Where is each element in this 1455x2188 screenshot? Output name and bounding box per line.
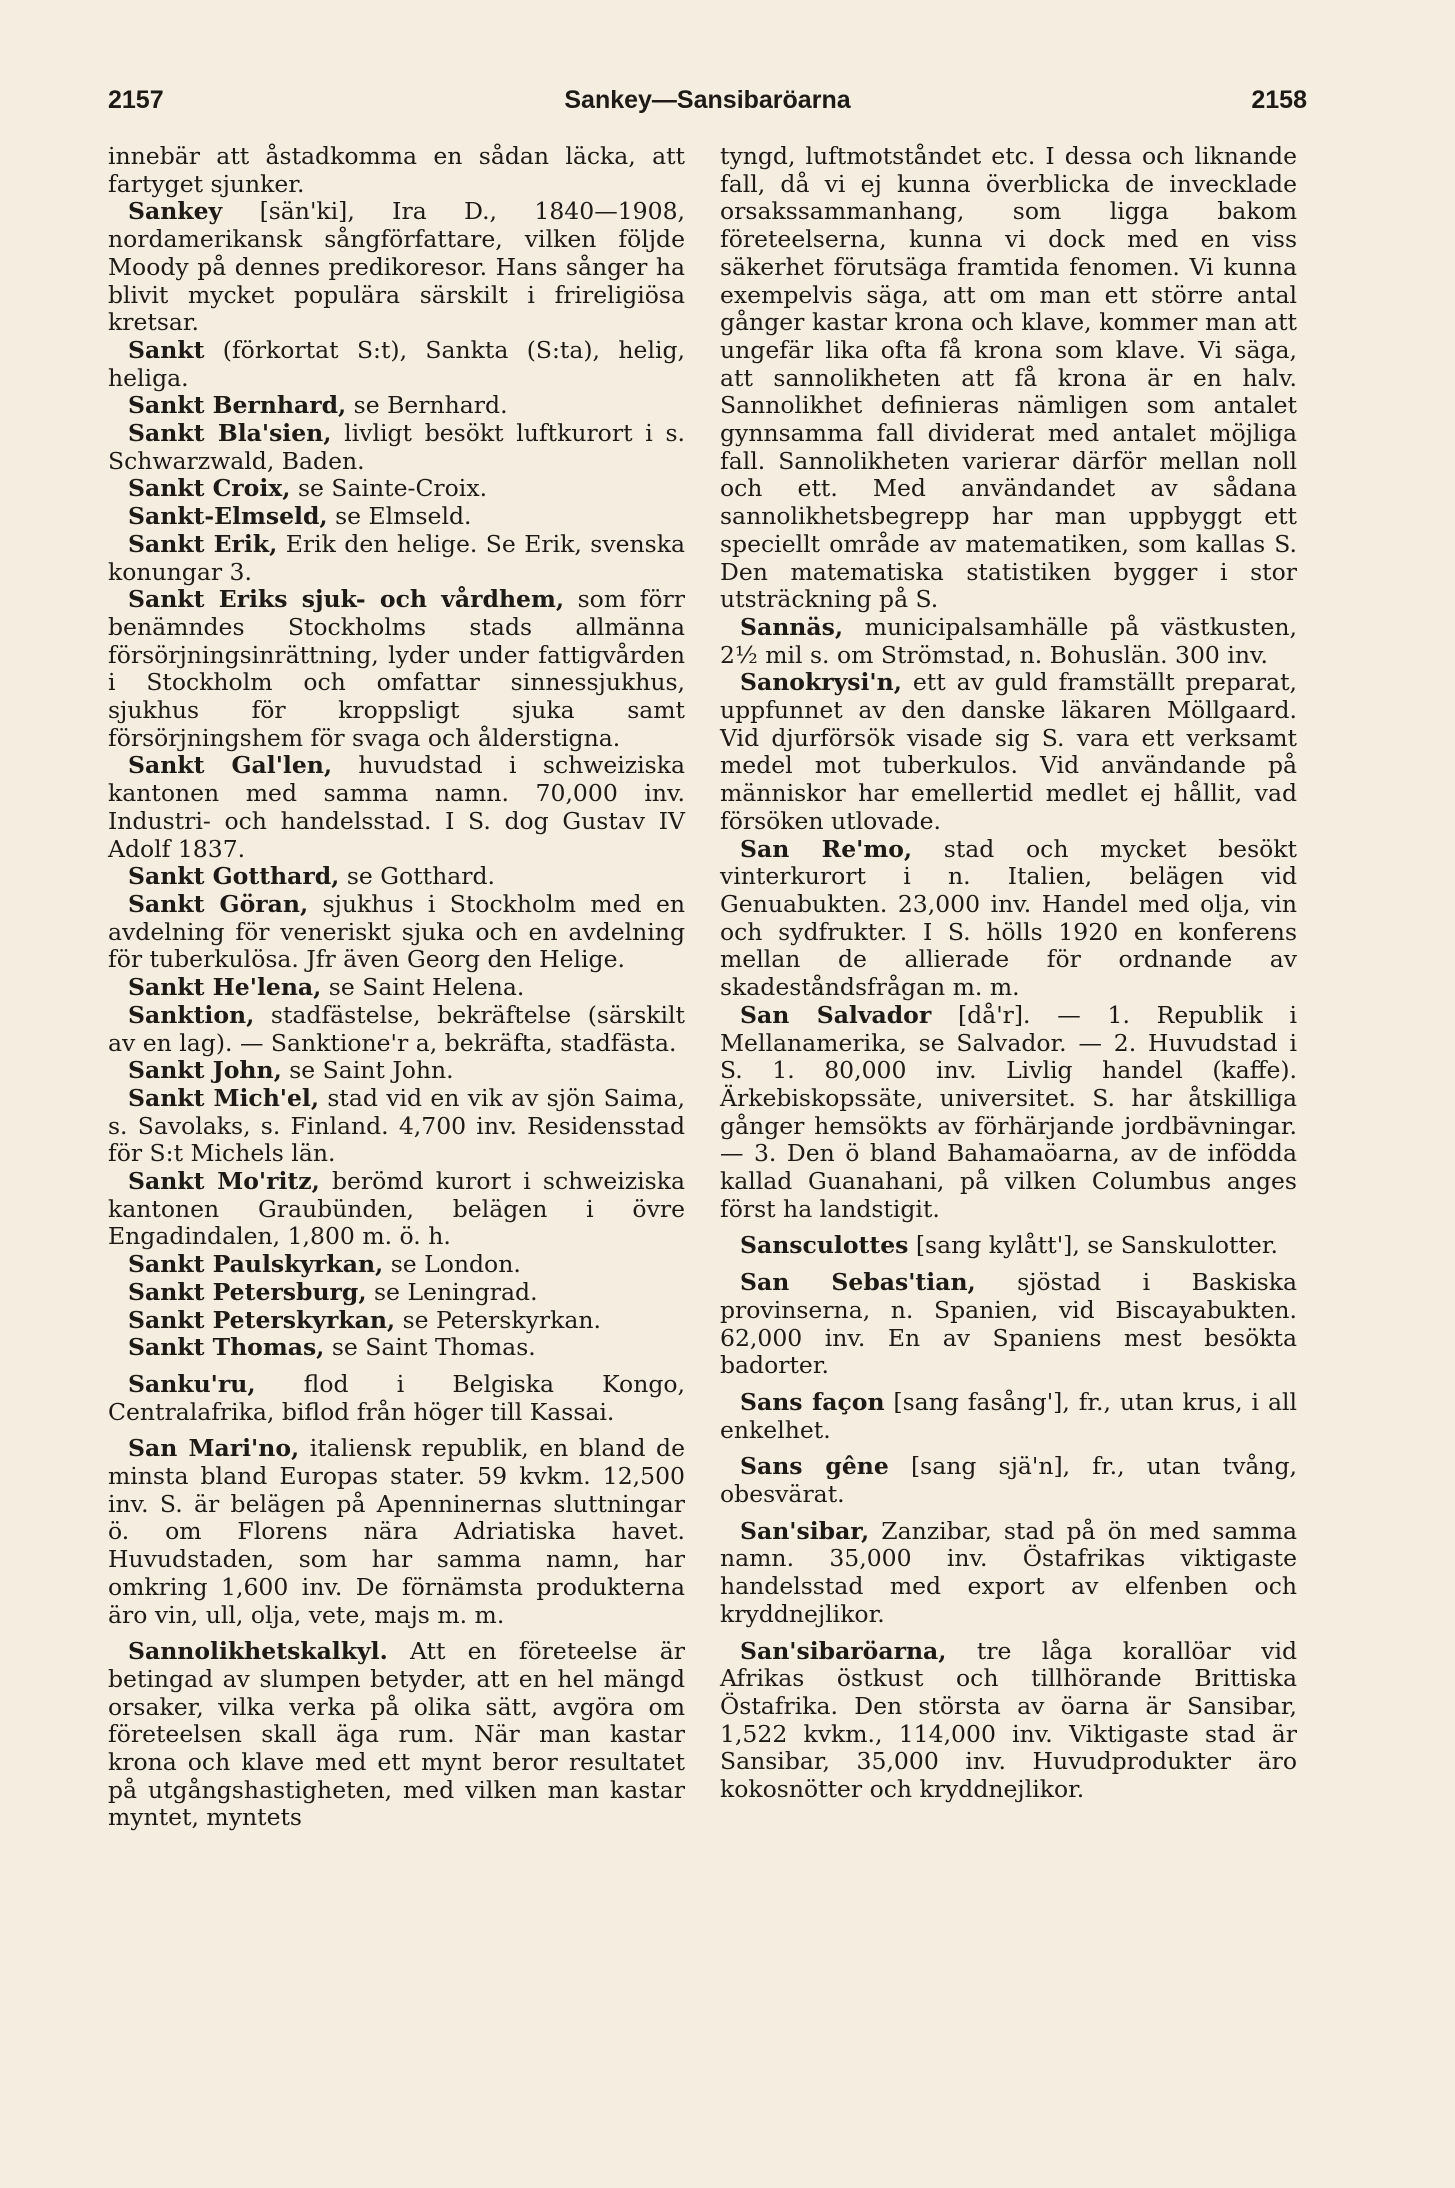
entry-headword: Sankt Gal'len, (128, 751, 333, 780)
entry-headword: Sannolikhetskalkyl. (128, 1637, 388, 1666)
page-number-left: 2157 (108, 86, 164, 114)
dictionary-entry (720, 1389, 1297, 1444)
dictionary-entry (108, 198, 685, 337)
dictionary-entry (108, 1251, 685, 1279)
page-header (108, 86, 1307, 126)
entry-headword: Sankt Göran, (128, 889, 309, 918)
dictionary-entry (108, 1002, 685, 1057)
dictionary-entry (108, 1085, 685, 1168)
entry-headword: Sanokrysi'n, (740, 668, 902, 697)
dictionary-entry (108, 586, 685, 752)
entry-text: se Peterskyrkan. (395, 1305, 601, 1334)
dictionary-entry (720, 614, 1297, 669)
entry-text: se Saint Thomas. (324, 1333, 536, 1362)
dictionary-entry (720, 669, 1297, 835)
entry-text: tre låga korallöar vid Afrikas östkust och tillhörande Brittiska Östafrika. Den största av öarna är Sansibar, 1,522 kvkm., 114,000 inv. Viktigaste stad är Sansibar, 35,000 inv. Huvudprodukter äro kokosnötter och kryddnejlikor. (720, 1636, 1297, 1804)
dictionary-entry (108, 1638, 685, 1832)
entry-text: stadfästelse, bekräftelse (särskilt av en lag). — Sanktione'r a, bekräfta, stadfästa. (108, 1000, 685, 1057)
dictionary-entry (720, 1638, 1297, 1804)
entry-headword: Sankt Paulskyrkan, (128, 1250, 384, 1279)
dictionary-entry (108, 475, 685, 503)
dictionary-entry (108, 392, 685, 420)
dictionary-entry (108, 420, 685, 475)
left-column (108, 143, 685, 1832)
dictionary-entry (720, 1269, 1297, 1380)
entry-text: livligt besökt luftkurort i s. Schwarzwald, Baden. (108, 419, 685, 475)
entry-text: se Gotthard. (339, 862, 495, 891)
entry-text: Att en företeelse är betingad av slumpen betyder, att en hel mängd orsaker, vilka verka på olika sätt, avgöra om företeelsen skall äga rum. När man kastar krona och klave med ett mynt beror resultatet på utgångshastigheten, med vilken man kastar myntet, myntets (108, 1637, 685, 1832)
entry-text: flod i Belgiska Kongo, Centralafrika, biflod från höger till Kassai. (108, 1369, 685, 1426)
entry-headword: Sankt Erik, (128, 529, 278, 558)
entry-text: [sang kylått'], se Sanskulotter. (908, 1231, 1278, 1260)
entry-text: berömd kurort i schweiziska kantonen Graubünden, belägen i övre Engadindalen, 1,800 m. ö. h. (108, 1167, 685, 1251)
entry-headword: Sans façon (740, 1387, 885, 1416)
entry-headword: Sankt Croix, (128, 474, 291, 503)
entry-text: [då'r]. — 1. Republik i Mellanamerika, se Salvador. — 2. Huvudstad i S. 1. 80,000 inv. Livlig handel (kaffe). Ärkebiskopssäte, universitet. S. har åtskilliga gånger hemsökts av förhärjande jordbävningar. — 3. Den ö bland Bahamaöarna, av de infödda kallad Guanahani, på vilken Columbus anges först ha landstigit. (720, 1000, 1297, 1223)
entry-headword: Sankt Thomas, (128, 1333, 325, 1362)
entry-text: stad vid en vik av sjön Saima, s. Savolaks, s. Finland. 4,700 inv. Residensstad för S:t Michels län. (108, 1083, 686, 1168)
dictionary-entry (108, 143, 685, 198)
right-column (720, 143, 1297, 1804)
dictionary-entry (108, 974, 685, 1002)
dictionary-entry (108, 337, 685, 392)
dictionary-entry (108, 752, 685, 863)
entry-headword: Sansculottes (740, 1231, 909, 1260)
dictionary-entry (108, 1435, 685, 1629)
entry-headword: Sankt He'lena, (128, 973, 322, 1002)
dictionary-entry (108, 503, 685, 531)
entry-headword: Sankt John, (128, 1056, 282, 1085)
dictionary-entry (720, 1518, 1297, 1629)
entry-headword: Sankt Gotthard, (128, 862, 340, 891)
entry-text: huvudstad i schweiziska kantonen med samma namn. 70,000 inv. Industri- och handelsstad. I S. dog Gustav IV Adolf 1837. (108, 751, 685, 863)
page-number-right: 2158 (1251, 86, 1307, 114)
entry-text: Erik den helige. Se Erik, svenska konungar 3. (108, 529, 685, 586)
entry-text: se Elmseld. (327, 502, 472, 531)
entry-text: sjukhus i Stockholm med en avdelning för veneriskt sjuka och en avdelning för tuberkulösa. Jfr även Georg den Helige. (108, 889, 685, 974)
entry-text: se Leningrad. (366, 1277, 538, 1306)
dictionary-entry (720, 1232, 1297, 1260)
entry-text: se Saint Helena. (321, 973, 525, 1002)
entry-headword: Sanku'ru, (128, 1369, 256, 1398)
entry-headword: Sankt Bernhard, (128, 391, 347, 420)
entry-headword: San'sibaröarna, (740, 1636, 947, 1665)
entry-text: (förkortat S:t), Sankta (S:ta), helig, heliga. (108, 335, 685, 392)
entry-text: innebär att åstadkomma en sådan läcka, att fartyget sjunker. (108, 142, 685, 198)
dictionary-entry (720, 143, 1297, 614)
entry-headword: Sankt Petersburg, (128, 1277, 367, 1306)
entry-text: [sang sjä'n], fr., utan tvång, obesvärat. (720, 1452, 1297, 1509)
entry-headword: San Sebas'tian, (740, 1268, 976, 1297)
dictionary-entry (720, 836, 1297, 1002)
entry-headword: Sannäs, (740, 612, 844, 641)
entry-headword: Sankt Eriks sjuk- och vårdhem, (128, 585, 565, 614)
dictionary-entry (108, 1168, 685, 1251)
dictionary-entry (108, 1057, 685, 1085)
entry-text: sjöstad i Baskiska provinserna, n. Spanien, vid Biscayabukten. 62,000 inv. En av Spaniens mest besökta badorter. (720, 1268, 1297, 1380)
entry-headword: Sankt Mich'el, (128, 1083, 320, 1112)
dictionary-entry (108, 1371, 685, 1426)
dictionary-entry (720, 1002, 1297, 1224)
entry-text: [sän'ki], Ira D., 1840—1908, nordamerikansk sångförfattare, vilken följde Moody på dennes predikoresor. Hans sånger ha blivit mycket populära särskilt i frireligiösa kretsar. (108, 197, 685, 337)
entry-headword: San Mari'no, (128, 1434, 300, 1463)
dictionary-entry (108, 531, 685, 586)
dictionary-entry (720, 1453, 1297, 1508)
entry-headword: Sankt-Elmseld, (128, 502, 328, 531)
entry-text: [sang fasång'], fr., utan krus, i all enkelhet. (720, 1387, 1297, 1444)
running-title: Sankey—Sansibaröarna (564, 86, 851, 114)
entry-text: se London. (383, 1250, 521, 1279)
entry-text: se Bernhard. (346, 391, 508, 420)
entry-headword: Sans gêne (740, 1452, 889, 1481)
entry-text: municipalsamhälle på västkusten, 2½ mil s. om Strömstad, n. Bohuslän. 300 inv. (720, 612, 1297, 669)
entry-headword: San'sibar, (740, 1516, 870, 1545)
entry-headword: Sanktion, (128, 1000, 255, 1029)
entry-text: italiensk republik, en bland de minsta bland Europas stater. 59 kvkm. 12,500 inv. S. är belägen på Apenninernas sluttningar ö. om Florens nära Adriatiska havet. Huvudstaden, som har samma namn, har omkring 1,600 inv. De förnämsta produkterna äro vin, ull, olja, vete, majs m. m. (108, 1434, 685, 1629)
entry-text: stad och mycket besökt vinterkurort i n. Italien, belägen vid Genuabukten. 23,000 inv. Handel med olja, vin och sydfrukter. I S. hölls 1920 en konferens mellan de allierade för ordnande av skadeståndsfrågan m. m. (720, 834, 1297, 1002)
entry-text: ett av guld framställt preparat, uppfunnet av den danske läkaren Möllgaard. Vid djurförsök visade sig S. vara ett verksamt medel mot tuberkulos. Vid användande på människor har emellertid medlet ej hållit, vad försöken utlovade. (720, 668, 1297, 835)
dictionary-entry (108, 863, 685, 891)
entry-headword: Sankt Peterskyrkan, (128, 1305, 396, 1334)
dictionary-entry (108, 1279, 685, 1307)
entry-text: se Sainte-Croix. (290, 474, 488, 503)
entry-headword: San Re'mo, (740, 834, 913, 863)
entry-text: se Saint John. (281, 1056, 454, 1085)
entry-headword: Sankt Bla'sien, (128, 419, 332, 448)
entry-headword: Sankt Mo'ritz, (128, 1167, 320, 1196)
entry-text: som förr benämndes Stockholms stads allmänna försörjningsinrättning, lyder under fattigvården i Stockholm och omfattar sinnessjukhus, sjukhus för kroppsligt sjuka samt försörjningshem för svaga och ålderstigna. (108, 585, 685, 752)
dictionary-entry (108, 1307, 685, 1335)
dictionary-entry (108, 891, 685, 974)
dictionary-entry (108, 1334, 685, 1362)
entry-text: tyngd, luftmotståndet etc. I dessa och liknande fall, då vi ej kunna överblicka de invecklade orsakssammanhang, som ligga bakom företeelserna, kunna vi dock med en viss säkerhet förutsäga framtida fenomen. Vi kunna exempelvis säga, att om man ett större antal gånger kastar krona och klave, kommer man att ungefär lika ofta få krona som klave. Vi säga, att sannolikheten att få krona är en halv. Sannolikhet definieras nämligen som antalet gynnsamma fall dividerat med antalet möjliga fall. Sannolikheten varierar därför mellan noll och ett. Med användandet av sådana sannolikhetsbegrepp har man uppbyggt ett speciellt område av matematiken, som kallas S. Den matematiska statistiken bygger i stor utsträckning på S. (720, 142, 1297, 614)
entry-headword: Sankey (128, 197, 223, 226)
entry-text: Zanzibar, stad på ön med samma namn. 35,000 inv. Östafrikas viktigaste handelsstad med export av elfenben och kryddnejlikor. (720, 1516, 1297, 1628)
entry-headword: Sankt (128, 335, 205, 364)
entry-headword: San Salvador (740, 1000, 932, 1029)
